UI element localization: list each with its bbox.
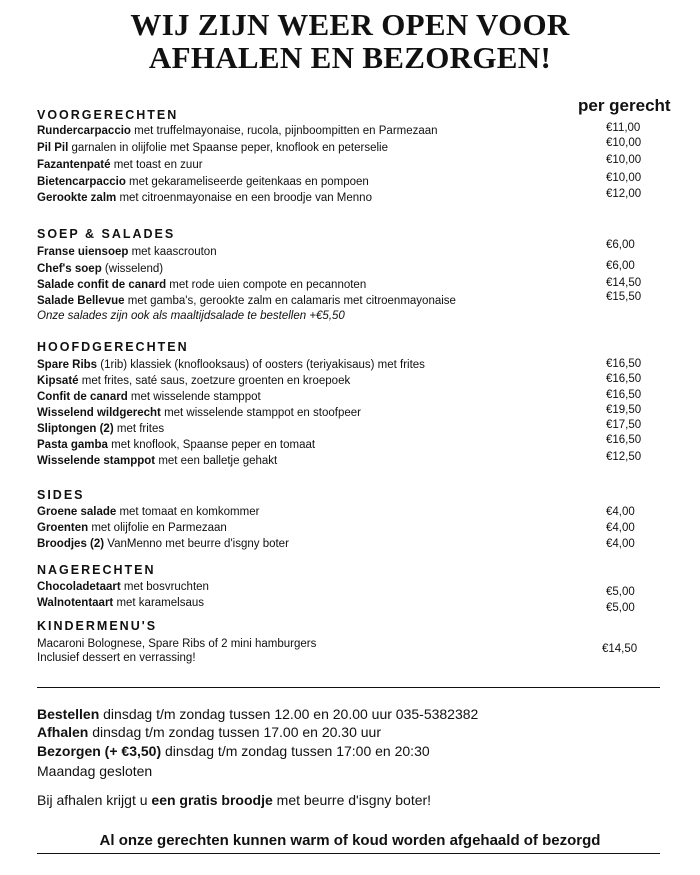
item-desc: met frites <box>113 423 165 435</box>
menu-item <box>37 390 261 404</box>
item-desc: met knoflook, Spaanse peper en tomaat <box>107 439 316 451</box>
item-price: €6,00 <box>606 260 635 272</box>
menu-item <box>37 358 425 372</box>
info-label: Afhalen <box>37 724 89 740</box>
item-price: €4,00 <box>606 506 635 518</box>
menu-item <box>37 505 259 519</box>
item-price: €12,50 <box>606 451 642 463</box>
page-title: WIJ ZIJN WEER OPEN VOOR <box>130 7 570 42</box>
section-heading-voorgerechten: VOORGERECHTEN <box>37 108 179 122</box>
item-desc: met gamba's, gerookte zalm en calamaris met citroenmayonaise <box>124 295 456 307</box>
menu-item <box>37 422 164 436</box>
item-price: €14,50 <box>606 277 642 289</box>
item-name: Franse uiensoep <box>37 246 129 258</box>
item-price: €14,50 <box>602 643 638 655</box>
menu-item <box>37 262 163 276</box>
info-afhalen <box>37 723 381 741</box>
info-text: met beurre d'isgny boter! <box>272 792 432 808</box>
section-heading-sides: SIDES <box>37 488 85 502</box>
item-name: Fazantenpaté <box>37 159 111 171</box>
item-desc: met wisselende stamppot en stoofpeer <box>160 407 361 419</box>
item-desc: VanMenno met beurre d'isgny boter <box>104 538 289 550</box>
item-desc: met frites, saté saus, zoetzure groenten en kroepoek <box>78 375 351 387</box>
divider <box>37 687 660 688</box>
kindermenu-line-1: Macaroni Bolognese, Spare Ribs of 2 mini hamburgers <box>37 638 317 650</box>
item-desc: met gekarameliseerde geitenkaas en pompoen <box>125 176 369 188</box>
menu-item <box>37 124 438 138</box>
item-name: Pil Pil <box>37 142 69 154</box>
menu-item <box>37 158 203 172</box>
item-name: Wisselend wildgerecht <box>37 407 161 419</box>
per-gerecht-label: per gerecht <box>578 96 671 115</box>
item-price: €16,50 <box>606 373 642 385</box>
item-price: €6,00 <box>606 239 635 251</box>
item-desc: met een balletje gehakt <box>155 455 278 467</box>
item-desc: met truffelmayonaise, rucola, pijnboompitten en Parmezaan <box>130 125 438 137</box>
item-name: Groenten <box>37 522 89 534</box>
item-name: Broodjes (2) <box>37 538 105 550</box>
menu-item <box>37 521 227 535</box>
item-name: Wisselende stamppot <box>37 455 156 467</box>
item-name: Kipsaté <box>37 375 79 387</box>
item-name: Confit de canard <box>37 391 128 403</box>
kindermenu-line-2: Inclusief dessert en verrassing! <box>37 652 196 664</box>
menu-item <box>37 580 209 594</box>
item-name: Pasta gamba <box>37 439 108 451</box>
item-price: €10,00 <box>606 172 642 184</box>
info-text: dinsdag t/m zondag tussen 12.00 en 20.00 uur 035-5382382 <box>99 706 479 722</box>
info-gratis-broodje <box>37 791 431 809</box>
item-desc: met olijfolie en Parmezaan <box>88 522 227 534</box>
item-price: €4,00 <box>606 538 635 550</box>
item-desc: met wisselende stamppot <box>127 391 261 403</box>
item-desc: met karamelsaus <box>113 597 205 609</box>
salad-note: Onze salades zijn ook als maaltijdsalade te bestellen +€5,50 <box>37 310 345 322</box>
item-price: €4,00 <box>606 522 635 534</box>
item-price: €10,00 <box>606 137 642 149</box>
info-text: dinsdag t/m zondag tussen 17.00 en 20.30 uur <box>88 724 381 740</box>
section-heading-hoofdgerechten: HOOFDGERECHTEN <box>37 340 189 354</box>
menu-item <box>37 294 456 308</box>
menu-item <box>37 374 350 388</box>
info-highlight: een gratis broodje <box>151 792 273 808</box>
item-price: €5,00 <box>606 602 635 614</box>
item-name: Groene salade <box>37 506 117 518</box>
item-price: €12,00 <box>606 188 642 200</box>
item-name: Chef's soep <box>37 263 102 275</box>
info-bezorgen <box>37 742 430 760</box>
item-price: €15,50 <box>606 291 642 303</box>
page-subtitle: AFHALEN EN BEZORGEN! <box>148 40 552 75</box>
item-name: Chocoladetaart <box>37 581 121 593</box>
menu-item <box>37 245 217 259</box>
item-price: €16,50 <box>606 389 642 401</box>
menu-item <box>37 191 372 205</box>
item-desc: (wisselend) <box>101 263 164 275</box>
menu-item <box>37 141 388 155</box>
menu-item <box>37 278 366 292</box>
item-price: €10,00 <box>606 154 642 166</box>
item-desc: met bosvruchten <box>120 581 209 593</box>
item-name: Bietencarpaccio <box>37 176 126 188</box>
item-desc: garnalen in olijfolie met Spaanse peper, knoflook en peterselie <box>68 142 388 154</box>
item-desc: (1rib) klassiek (knoflooksaus) of oosters (teriyakisaus) met frites <box>97 359 425 371</box>
section-heading-nagerechten: NAGERECHTEN <box>37 563 156 577</box>
item-name: Sliptongen (2) <box>37 423 114 435</box>
item-name: Rundercarpaccio <box>37 125 131 137</box>
info-bestellen <box>37 705 478 723</box>
item-desc: met citroenmayonaise en een broodje van Menno <box>116 192 372 204</box>
item-name: Salade Bellevue <box>37 295 125 307</box>
item-name: Spare Ribs <box>37 359 98 371</box>
info-text: Bij afhalen krijgt u <box>37 792 152 808</box>
divider <box>37 853 660 854</box>
section-heading-soep-salades: SOEP & SALADES <box>37 227 176 241</box>
info-text: dinsdag t/m zondag tussen 17:00 en 20:30 <box>161 743 430 759</box>
item-name: Walnotentaart <box>37 597 114 609</box>
item-price: €17,50 <box>606 419 642 431</box>
item-name: Salade confit de canard <box>37 279 167 291</box>
item-desc: met tomaat en komkommer <box>116 506 260 518</box>
section-heading-kindermenus: KINDERMENU'S <box>37 619 158 633</box>
item-desc: met rode uien compote en pecannoten <box>166 279 367 291</box>
menu-item <box>37 438 315 452</box>
item-price: €11,00 <box>606 122 641 134</box>
menu-item <box>37 454 277 468</box>
item-desc: met kaascrouton <box>128 246 217 258</box>
menu-item <box>37 596 204 610</box>
item-name: Gerookte zalm <box>37 192 117 204</box>
menu-item <box>37 175 369 189</box>
info-label: Bezorgen (+ €3,50) <box>37 743 162 759</box>
info-maandag: Maandag gesloten <box>37 763 153 779</box>
item-price: €5,00 <box>606 586 635 598</box>
item-price: €19,50 <box>606 404 642 416</box>
item-price: €16,50 <box>606 358 642 370</box>
item-price: €16,50 <box>606 434 642 446</box>
menu-item <box>37 406 361 420</box>
closing-note: Al onze gerechten kunnen warm of koud worden afgehaald of bezorgd <box>99 832 601 849</box>
info-label: Bestellen <box>37 706 100 722</box>
menu-item <box>37 537 289 551</box>
item-desc: met toast en zuur <box>110 159 203 171</box>
